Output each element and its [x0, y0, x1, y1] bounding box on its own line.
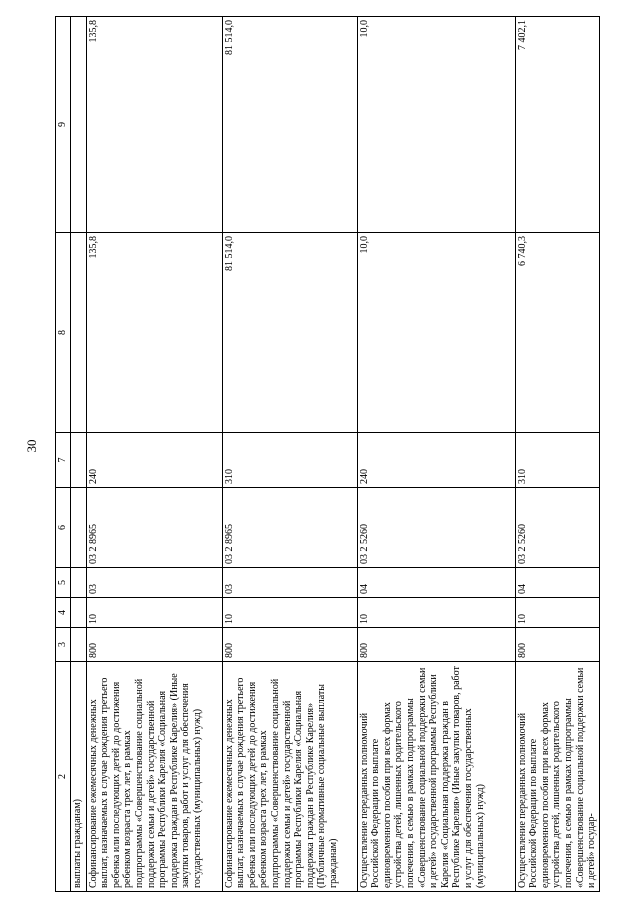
- row-name: Софинансирование ежемесячных денежных выплат, назначаемых в случае рождения третьего ребенка или последующих детей до достижения ребенком возраста трех лет, в рамках подпрограммы «Совершенствование социальной поддержки семьи и детей» государственной программы Республики Карелия «Социальная поддержка граждан в Республике Карелия» (Иные закупки товаров, работ и услуг для обеспечения государственных (муниципальных) нужд): [86, 662, 222, 892]
- row-code-6: 03 2 5260: [357, 488, 515, 568]
- budget-table: [55, 16, 600, 892]
- row-code-7: 240: [86, 433, 222, 488]
- header-cell: 5: [56, 568, 71, 598]
- table-row: [86, 17, 222, 892]
- row-amount-9: 135,8: [86, 17, 222, 233]
- row-amount-8: 10,0: [357, 233, 515, 433]
- row-code-3: 800: [515, 628, 599, 662]
- row-amount-8: 81 514,0: [222, 233, 357, 433]
- header-cell: 4: [56, 598, 71, 628]
- budget-table-container: [55, 17, 630, 892]
- row-code-7: 310: [515, 433, 599, 488]
- row-code-3: 800: [222, 628, 357, 662]
- row-name: Софинансирование ежемесячных денежных выплат, назначаемых в случае рождения третьего ребенка или последующих детей до достижения ребенком возраста трех лет, в рамках подпрограммы «Совершенствование социальной поддержки семьи и детей» государственной программы Республики Карелия «Социальная поддержка граждан в Республике Карелия» (Публичные нормативные социальные выплаты гражданам): [222, 662, 357, 892]
- row-code-4: 10: [515, 598, 599, 628]
- row-code-4: 10: [222, 598, 357, 628]
- header-cell: 2: [56, 662, 71, 892]
- row-amount-9: 10,0: [357, 17, 515, 233]
- row-code-5: 04: [357, 568, 515, 598]
- header-cell: 3: [56, 628, 71, 662]
- table-row: [222, 17, 357, 892]
- row-code-7: 310: [222, 433, 357, 488]
- row-code-6: 03 2 8965: [222, 488, 357, 568]
- row-name: Осуществление переданных полномочий Российской Федерации по выплате единовременного пособия при всех формах устройства детей, лишенных родительского попечения, в семью в рамках подпрограммы «Совершенствование социальной поддержки семьи и детей» государ-: [515, 662, 599, 892]
- row-code-3: 800: [86, 628, 222, 662]
- row-code-6: 03 2 5260: [515, 488, 599, 568]
- header-cell: 7: [56, 433, 71, 488]
- header-cell: 9: [56, 17, 71, 233]
- row-code-4: 10: [86, 598, 222, 628]
- row-code-4: 10: [357, 598, 515, 628]
- table-row: [70, 17, 86, 892]
- row-amount-9: 81 514,0: [222, 17, 357, 233]
- table-row: [515, 17, 599, 892]
- row-amount-8: 6 740,3: [515, 233, 599, 433]
- row-code-7: 240: [357, 433, 515, 488]
- row-name: Осуществление переданных полномочий Российской Федерации по выплате единовременного пособия при всех формах устройства детей, лишенных родительского попечения, в семью в рамках подпрограммы «Совершенствование социальной поддержки семьи и детей» государственной программы Республики Карелия «Социальная поддержка граждан в Республике Карелия» (Иные закупки товаров, работ и услуг для обеспечения государственных (муниципальных) нужд): [357, 662, 515, 892]
- row-code-5: 03: [222, 568, 357, 598]
- page-number: 30: [24, 439, 39, 453]
- row-code-3: 800: [357, 628, 515, 662]
- continuation-text: выплаты гражданам): [70, 662, 86, 892]
- header-cell: 6: [56, 488, 71, 568]
- row-amount-9: 7 402,1: [515, 17, 599, 233]
- row-code-5: 03: [86, 568, 222, 598]
- row-code-6: 03 2 8965: [86, 488, 222, 568]
- header-cell: 8: [56, 233, 71, 433]
- row-amount-8: 135,8: [86, 233, 222, 433]
- table-row: [357, 17, 515, 892]
- header-row: [56, 17, 71, 892]
- row-code-5: 04: [515, 568, 599, 598]
